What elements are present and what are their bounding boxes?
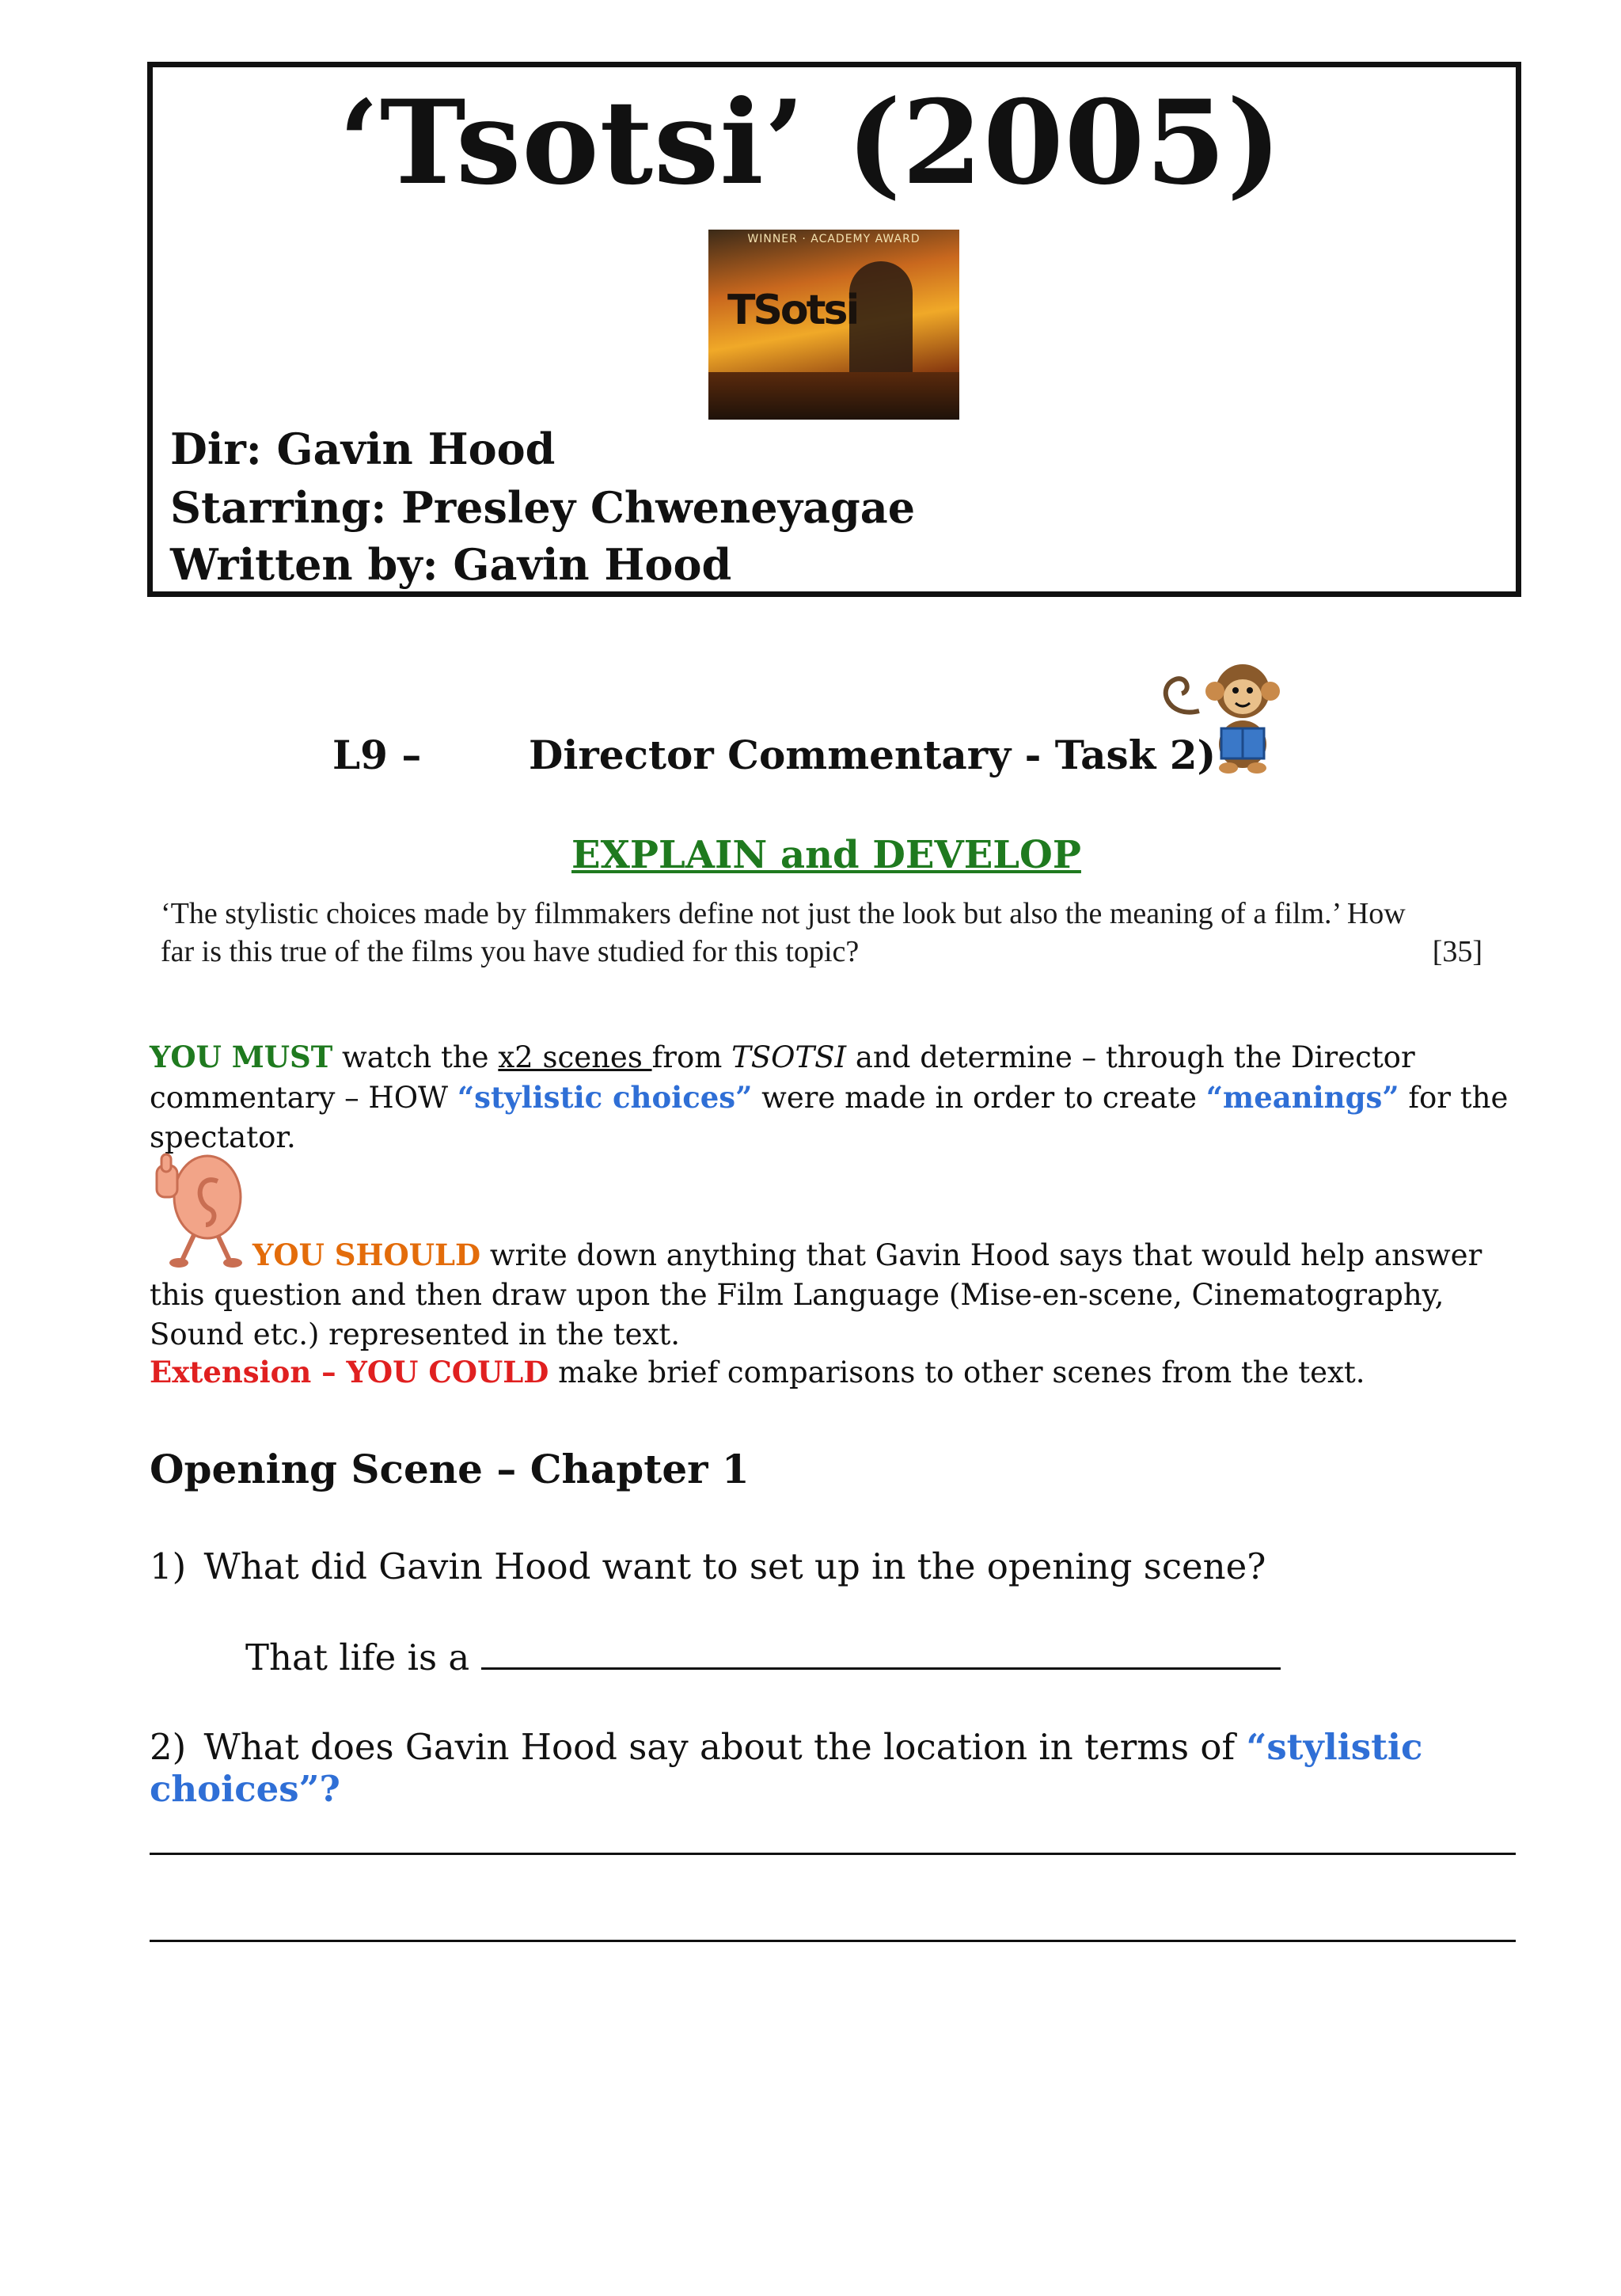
question-1: [150, 1545, 1266, 1587]
must-text-4: were made in order to create: [752, 1081, 1206, 1115]
must-underlined: x2 scenes: [498, 1040, 652, 1074]
extension-label: Extension – YOU COULD: [150, 1355, 549, 1389]
poster-award-text: WINNER · ACADEMY AWARD: [747, 233, 921, 245]
poster-ground: [708, 372, 959, 420]
answer-2-line-1[interactable]: [150, 1853, 1516, 1855]
exam-question-marks: [35]: [1432, 935, 1482, 968]
page-title: ‘Tsotsi’ (2005): [339, 75, 1282, 211]
starring-credit: Starring: Presley Chweneyagae: [170, 482, 916, 533]
question-2: [150, 1726, 1621, 1810]
lesson-title: Director Commentary - Task 2): [529, 732, 1217, 778]
question-2-number: 2): [150, 1726, 187, 1768]
extension-text: make brief comparisons to other scenes from the text.: [549, 1355, 1365, 1389]
monkey-reading-icon: [1152, 656, 1294, 774]
poster-title: TSotsi: [727, 287, 858, 334]
writer-credit: Written by: Gavin Hood: [170, 539, 732, 590]
must-text-3: and determine – through the Director commentary – HOW: [150, 1040, 1415, 1115]
answer-1-prompt: That life is a: [245, 1636, 470, 1678]
explain-develop-heading: EXPLAIN and DEVELOP: [571, 833, 1081, 877]
answer-2-line-2[interactable]: [150, 1940, 1516, 1942]
you-should-paragraph: [150, 1235, 1523, 1355]
question-1-text: What did Gavin Hood want to set up in the opening scene?: [203, 1545, 1266, 1587]
you-must-paragraph: [150, 1037, 1523, 1158]
should-text: write down anything that Gavin Hood says that would help answer this question and then draw upon the Film Language (Mise-en-scene, Cinematography, Sound etc.) represented in the text.: [150, 1238, 1482, 1351]
director-credit: Dir: Gavin Hood: [170, 424, 556, 474]
section-heading: Opening Scene – Chapter 1: [150, 1446, 750, 1492]
must-text-5: for the spectator.: [150, 1081, 1509, 1154]
film-poster: [708, 230, 959, 420]
answer-1-line: [245, 1636, 1281, 1678]
question-1-number: 1): [150, 1545, 187, 1587]
exam-question-text: ‘The stylistic choices made by filmmakers define not just the look but also the meaning of a film.’ How far is this true of the films you have studied for this topic?: [161, 897, 1406, 968]
must-highlight-meanings: “meanings”: [1205, 1080, 1399, 1115]
extension-paragraph: [150, 1352, 1523, 1393]
answer-1-blank[interactable]: [481, 1636, 1281, 1670]
lesson-number: L9 –: [332, 732, 422, 778]
must-highlight-stylistic: “stylistic choices”: [457, 1080, 753, 1115]
you-must-label: YOU MUST: [150, 1040, 333, 1074]
exam-question: [161, 895, 1482, 971]
must-text-2: from: [651, 1040, 732, 1074]
question-2-highlight: “stylistic choices”?: [150, 1726, 1423, 1810]
question-2-text: What does Gavin Hood say about the location in terms of: [203, 1726, 1247, 1768]
must-text-1: watch the: [332, 1040, 499, 1074]
you-should-label: YOU SHOULD: [252, 1237, 481, 1272]
must-film-title: TSOTSI: [731, 1040, 847, 1074]
